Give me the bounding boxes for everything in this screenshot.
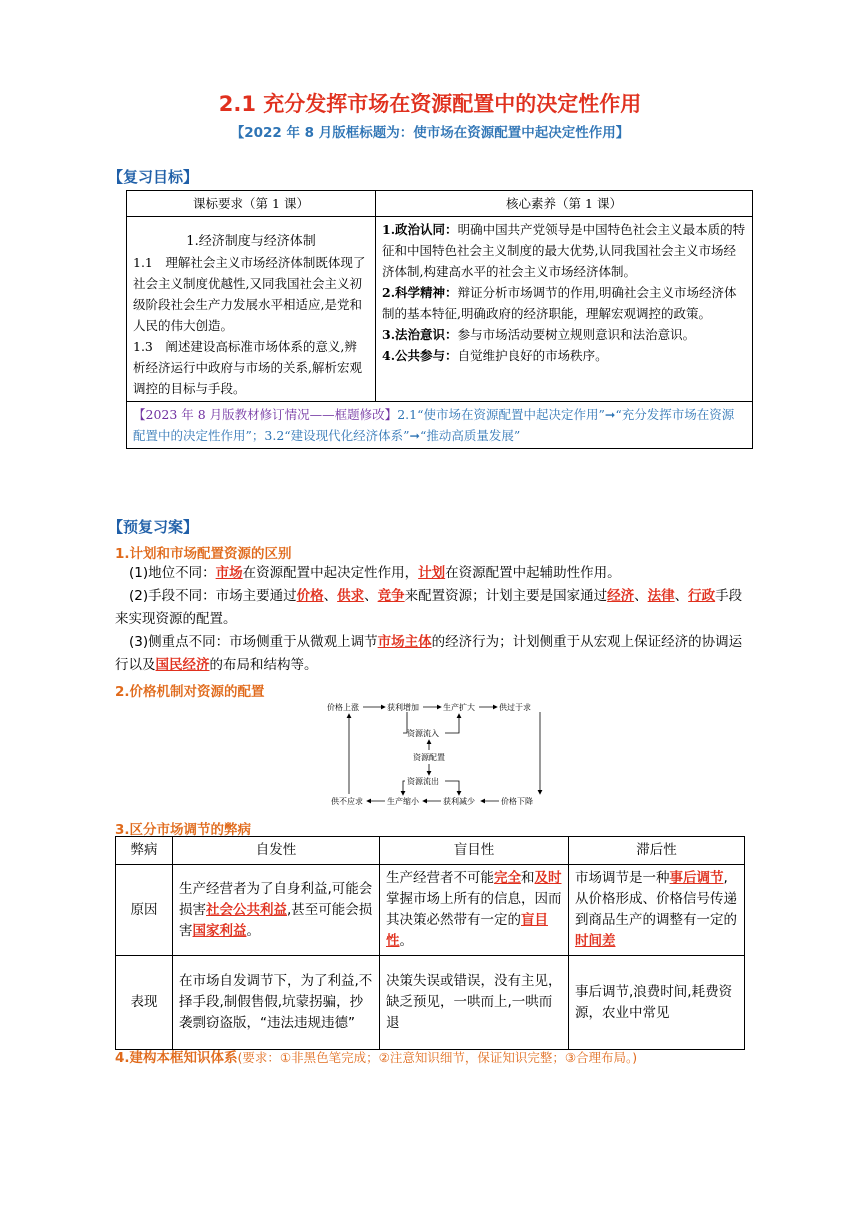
node-profit-down: 获利减少 [443, 797, 475, 806]
node-price-up: 价格上涨 [327, 703, 359, 712]
node-undersupply: 供不应求 [331, 797, 363, 806]
requirement-1-3: 1.3 阐述建设高标准市场体系的意义,辨析经济运行中政府与市场的关系,解析宏观调控的目标与手段。 [133, 339, 362, 396]
node-resource-allocation: 资源配置 [413, 753, 445, 762]
cell-lag-cause: 市场调节是一种事后调节,从价格形成、价格信号传递到商品生产的调整有一定的时间差 [569, 865, 745, 956]
requirements-cell [127, 217, 376, 402]
subheading-knowledge-system: 4.建构本框知识体系(要求：①非黑色笔完成；②注意知识细节，保证知识完整；③合理布局。) [115, 1050, 638, 1066]
literacy-label: 2.科学精神： [382, 285, 458, 300]
row-label-cause: 原因 [116, 865, 173, 956]
literacy-item-3: 3.法治意识：参与市场活动要树立规则意识和法治意识。 [382, 327, 696, 342]
row-label-manifestation: 表现 [116, 956, 173, 1050]
core-literacy-cell [376, 217, 753, 402]
node-oversupply: 供过于求 [499, 703, 531, 712]
page-subtitle: 【2022 年 8 月版框标题为：使市场在资源配置中起决定性作用】 [230, 125, 630, 141]
cell-lag-manifestation: 事后调节,浪费时间,耗费资源，农业中常见 [569, 956, 745, 1050]
header-spontaneity: 自发性 [173, 837, 380, 865]
node-resource-inflow: 资源流入 [407, 729, 439, 738]
revision-note: 【2023 年 8 月版教材修订情况——框题修改】2.1“使市场在资源配置中起决定作用”➞“充分发挥市场在资源配置中的决定性作用”；3.2“建设现代化经济体系”➞“推动高质量发展” [127, 402, 753, 449]
point-means: (2)手段不同：市场主要通过价格、供求、竞争来配置资源；计划主要是国家通过经济、法律、行政手段来实现资源的配置。 [115, 588, 743, 627]
market-drawbacks-table [115, 836, 745, 1050]
node-resource-outflow: 资源流出 [407, 777, 439, 786]
header-lag: 滞后性 [569, 837, 745, 865]
literacy-label: 4.公共参与： [382, 348, 458, 363]
node-profit-up: 获利增加 [387, 703, 419, 712]
price-mechanism-diagram [325, 698, 555, 810]
subheading-price-mechanism: 2.价格机制对资源的配置 [115, 684, 265, 700]
node-production-up: 生产扩大 [443, 703, 475, 712]
cell-blindness-cause: 生产经营者不可能完全和及时掌握市场上所有的信息，因而其决策必然带有一定的盲目性。 [380, 865, 569, 956]
header-drawback: 弊病 [116, 837, 173, 865]
literacy-item-4: 4.公共参与：自觉维护良好的市场秩序。 [382, 348, 608, 363]
plan-market-differences [115, 562, 755, 677]
column-header-requirements: 课标要求（第 1 课） [127, 191, 376, 217]
subheading-plan-vs-market: 1.计划和市场配置资源的区别 [115, 546, 292, 562]
literacy-label: 1.政治认同： [382, 222, 458, 237]
literacy-label: 3.法治意识： [382, 327, 458, 342]
literacy-item-1: 1.政治认同：明确中国共产党领导是中国特色社会主义最本质的特征和中国特色社会主义制度的最大优势,认同我国社会主义市场经济体制,构建高水平的社会主义市场经济体制。 [382, 222, 746, 279]
point-focus: (3)侧重点不同：市场侧重于从微观上调节市场主体的经济行为；计划侧重于从宏观上保证经济的协调运行以及国民经济的布局和结构等。 [115, 634, 743, 673]
column-header-core-literacy: 核心素养（第 1 课） [376, 191, 753, 217]
node-price-down: 价格下降 [501, 797, 533, 806]
literacy-item-2: 2.科学精神：辩证分析市场调节的作用,明确社会主义市场经济体制的基本特征,明确政府的经济职能，理解宏观调控的政策。 [382, 285, 737, 321]
requirement-1-1: 1.1 理解社会主义市场经济体制既体现了社会主义制度优越性,又同我国社会主义初级阶段社会生产力发展水平相适应,是党和人民的伟大创造。 [133, 255, 366, 333]
header-blindness: 盲目性 [380, 837, 569, 865]
requirements-title: 1.经济制度与经济体制 [186, 234, 316, 249]
cell-spontaneity-manifestation: 在市场自发调节下，为了利益,不择手段,制假售假,坑蒙拐骗，抄袭剽窃盗版，“违法违规违德” [173, 956, 380, 1050]
cell-spontaneity-cause: 生产经营者为了自身利益,可能会损害社会公共利益,甚至可能会损害国家利益。 [173, 865, 380, 956]
page-title: 2.1 充分发挥市场在资源配置中的决定性作用 [218, 92, 642, 116]
subheading-market-drawbacks: 3.区分市场调节的弊病 [115, 822, 252, 838]
cell-blindness-manifestation: 决策失误或错误，没有主见，缺乏预见，一哄而上,一哄而退 [380, 956, 569, 1050]
section-heading-review-goals: 【复习目标】 [108, 168, 199, 186]
section-heading-preview: 【预复习案】 [108, 518, 199, 536]
node-production-down: 生产缩小 [387, 797, 419, 806]
review-goals-table [126, 190, 753, 449]
point-position: (1)地位不同：市场在资源配置中起决定性作用，计划在资源配置中起辅助性作用。 [129, 565, 621, 581]
